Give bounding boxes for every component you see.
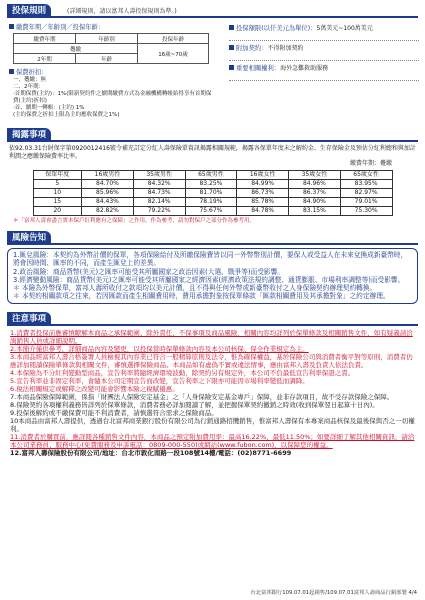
page-footer: 台北富邦銀行109.07.01起銷售/109.07.01富邦人壽商品行銷部製 4/4 bbox=[250, 590, 417, 596]
rules-content bbox=[7, 21, 418, 128]
notice-item: 7.本商品保險保障範圍，係指「財團法人保險安定基金」之「人身保險安定基金專戶」保障，並非存款項目，故不受存款保險之保障。 bbox=[10, 392, 394, 401]
section-note: (詳細規則，請以富邦人壽投保規則為準。) bbox=[67, 8, 177, 15]
section-title: 注意事項 bbox=[7, 312, 51, 326]
notice-item: 2.本簡介僅供參考，詳細商品內容及變更，以投保當時保單條款內容及本公司核保、保全作業規定為主。 bbox=[10, 344, 309, 353]
notice-list bbox=[7, 329, 418, 457]
rule-item-rights: 重要相關權利：海外急難救助服務 bbox=[229, 61, 419, 81]
section-header-rules bbox=[7, 4, 418, 18]
notice-item: 4.本保險為不分紅利變動型商品，宣告利率將隨經濟環境波動，除契約另有規定外，本公司不負最低宣告利率保證之責。 bbox=[10, 368, 355, 377]
risk-box: 1.匯兌風險：本契約為外幣計價的保單，各項保險給付及所繳保險費皆以同一外幣幣別計價，要保人或受益人在未來兌換成新臺幣時，將會因時間、匯率的不同，而產生匯兌上的差異。 2.政治風險：商品貨幣(美元)之匯率可能受其所屬國家之政治因素(大選、戰爭等)而受影響。 3.經濟變動風險：商品貨幣(美元)之匯率可能受其所屬國家之經濟因素(經濟政策法規的調整、通貨膨脹、市場利率調整等)而受影響。 ＊ 本險為外幣保單，富邦人壽所收付之款項均以美元計價，且不得與任何外幣或新臺幣收付之人身保險契約辦理契約轉換。 ＊ 本契約相關款項之往來，若因匯款而產生相關費用時，費用承擔對象按保單條款「匯款相關費用及其承擔對象」之約定辦理。 bbox=[7, 248, 418, 304]
section-title: 風險告知 bbox=[7, 231, 51, 245]
rate-table bbox=[33, 170, 393, 216]
notice-item: 10本商品由富邦人壽提供，透過台北富邦商業銀行股份有限公司為行銷通路招攬銷售，惟富邦人壽保有本專案商品核保及最後保與否之一切權利。 bbox=[10, 416, 415, 433]
table-row: 5 84.70% 84.32% 83.25% 84.99% 84.96% 83.95% bbox=[33, 179, 392, 188]
table-header-row: 保單年度 16歲男性 35歲男性 65歲男性 16歲女性 35歲女性 65歲女性 bbox=[33, 170, 392, 179]
age-table: 繳費年期 年齡別 投保年齡 躉繳 16歲~70歲 2年期 年齡 bbox=[13, 33, 209, 64]
bullet-square-icon bbox=[229, 45, 234, 50]
bullet-square-icon bbox=[229, 25, 234, 30]
section-title: 揭露事項 bbox=[7, 128, 51, 142]
notice-item: 3.本商品經富邦人壽合格簽署人員檢視其內容業已符合一般精算原則及法令，惟為確保權益，基於保險公司與消費者衡平對等原則，消費者仍應詳加閱讀保險單條款與相關文件，審慎選擇保險商品。本商品如有虛偽不實或違法情事，應由富邦人壽及負責人依法負責。 bbox=[10, 352, 413, 369]
table-row: 20 82.82% 79.22% 75.67% 84.78% 83.15% 75.30% bbox=[33, 206, 392, 215]
notice-item: 6.稅法相關規定或解釋之改變可能會影響本險之稅賦優惠。 bbox=[10, 384, 179, 393]
notice-item: 11.消費者於購買前，應詳閱各種銷售文件內容，本商品之預定附加費用率：最高16.22%、最低11.50%；如要詳細了解其他相關資訊，請洽本公司業務員、服務中心(免費服務及申訴電話：0809-000-550)或網站(www.fubon.com)，以保障您的權益。 bbox=[10, 432, 415, 449]
rule-item-rider: 附加契約：不得附加契約 bbox=[229, 41, 419, 61]
rule-item-limit: 投保額限(以仟美元為單位)：5萬美元~100萬美元 bbox=[229, 21, 419, 41]
notice-item: 1.消費者投保前應審慎瞭解本商品之承保範圍、除外責任、不保事項及商品風險，相關內容均詳列於保單條款及相關銷售文件，如有疑義請洽詢銷售人員或詳細說明。 bbox=[10, 328, 413, 345]
premium-discount-list: 一、躉繳：無 二、2年期： ‧首期保費(主約)：1%(限新契約件之續期繳費方式為金融機構轉帳始得享有首期保費(主約)折扣) ‧首、續期一轉帳：(主約) 1% (主約保費之折扣上限為主約應收保費之1%) bbox=[13, 77, 212, 118]
section-header-notice bbox=[7, 312, 418, 326]
notice-item: 12.富邦人壽保險股份有限公司/地址：台北市敦化南路一段108號14樓/電話：(02)8771-6699 bbox=[10, 448, 292, 457]
table-row: 15 84.43% 82.14% 78.19% 85.78% 84.90% 79.01% bbox=[33, 197, 392, 206]
disclose-warning: ＊「富邦人壽會盡言實本保戶紅利應有之保障」之作用，作為參考，請勿對保戶之部分作為參考用。 bbox=[13, 217, 256, 224]
notice-item: 5.宣告利率並非固定利率，會隨本公司定期宣告而改變，宣告利率之下限亦可能因市場利率變低而調降。 bbox=[10, 376, 309, 385]
bullet-square-icon bbox=[9, 24, 14, 29]
section-header-disclose bbox=[7, 128, 418, 142]
table-row: 10 85.96% 84.73% 81.70% 86.73% 86.37% 82.97% bbox=[33, 188, 392, 197]
rules-box: 繳費年期／年齡別／投保年齡： 繳費年期 年齡別 投保年齡 躉繳 16歲~70歲 2年期 年齡 保費折扣： 一、躉繳：無 二、2年期： ‧首期保費(主約)：1%(限新契約件之續期繳費方式為金融機構轉帳始得享有首期保費(主約)折扣) ‧首、續期一轉帳：(主約) 1% (主約保費之折扣上限為主約應收保費之1%) bbox=[9, 22, 214, 119]
document-page bbox=[7, 4, 418, 457]
notice-item: 9.投保後解約或不繳保費可能不利消費者，請慎選符合需求之保險商品。 bbox=[10, 408, 218, 417]
notice-item: 8.保險契約各項權利義務皆詳列於保單條款，消費者務必詳加閱讀了解，並把握保單契約撤銷之時效(收到保單翌日起算十日內)。 bbox=[10, 400, 379, 409]
disclose-text: 依92.03.31台財保字第0920012416號令補充訂定分紅人壽保險單資訊揭露相關規範，揭露各保單年度末之解約金、生存保險金及預估分紅利總和與加計利潤之應繳保險費率比率。 bbox=[9, 145, 416, 160]
disclose-content bbox=[7, 145, 418, 225]
bullet-square-icon bbox=[229, 65, 234, 70]
bullet-square-icon bbox=[9, 69, 14, 74]
section-header-risk bbox=[7, 231, 418, 245]
section-title: 投保規則 bbox=[7, 4, 51, 18]
disclose-unit: 繳費年期：躉繳 bbox=[349, 160, 392, 167]
